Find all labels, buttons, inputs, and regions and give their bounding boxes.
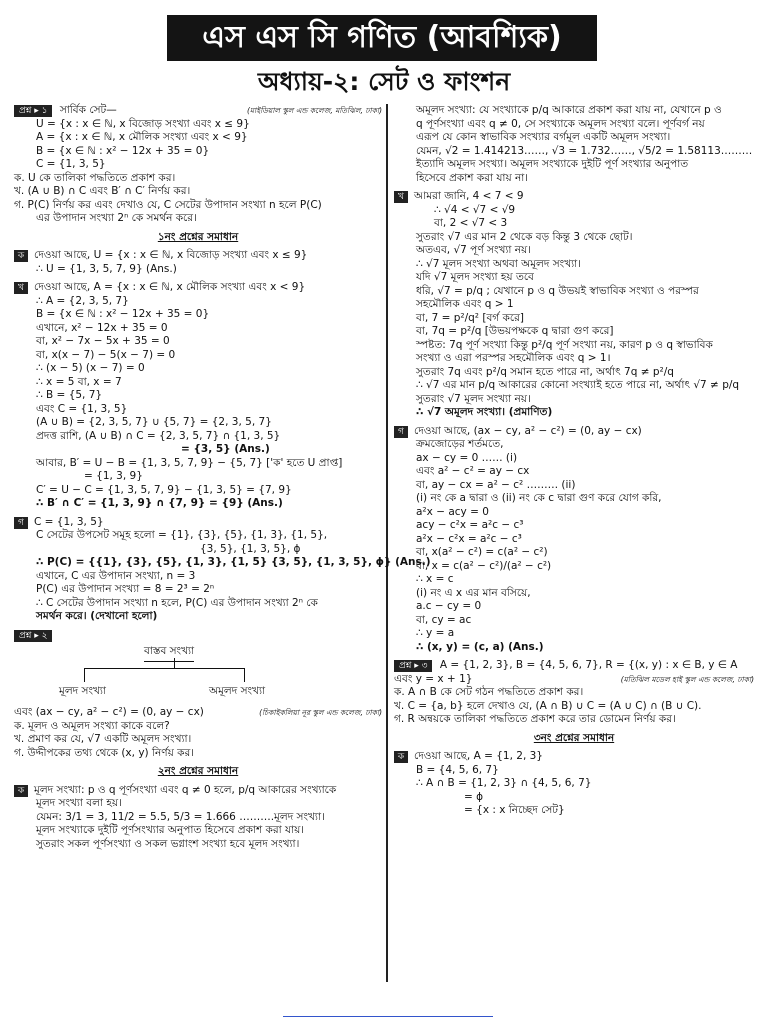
q3-part: খ. C = {a, b} হলে দেখাও যে, (A ∩ B) ∪ C = (A ∪ C) ∩ (B ∪ C). <box>394 699 702 712</box>
q1-sol-kha-line: ∴ B′ ∩ C′ = {1, 3, 9} ∩ {7, 9} = {9} (Ans.) <box>36 497 283 509</box>
column-divider <box>386 104 388 982</box>
q1-sol-ga-line: এখানে, C এর উপাদান সংখ্যা, n = 3 <box>36 569 196 582</box>
q1-part: খ. (A ∪ B) ∩ C এবং B′ ∩ C′ নির্ণয় কর। <box>14 185 191 197</box>
q1-sol-kha-line: ∴ x = 5 বা, x = 7 <box>36 375 122 388</box>
q1-sol-kha-line: আবার, B′ = U − B = {1, 3, 5, 7, 9} − {5, 7} ['ক' হতে U প্রাপ্ত] <box>36 456 343 469</box>
q1-sol-kha-line: প্রদত্ত রাশি, (A ∪ B) ∩ C = {2, 3, 5, 7} ∩ {1, 3, 5} <box>36 429 281 442</box>
q2-sol-ga-line: ax − cy = 0 …… (i) <box>416 451 518 464</box>
q2-sol-kha-line: সুতরাং 7q এবং p²/q সমান হতে পারে না, অর্থাৎ 7q ≠ p²/q <box>416 365 674 378</box>
irrational-def-line: যেমন, √2 = 1.414213……, √3 = 1.732……, √5/2 = 1.58113……… <box>416 144 753 157</box>
q1-sol-ga-line: C সেটের উপসেট সমূহ হলো = {1}, {3}, {5}, {1, 3}, {1, 5}, <box>36 529 328 541</box>
question-1-source: (মাইডিয়াল স্কুল এন্ড কলেজ, মতিঝিল, ঢাকা) <box>246 106 382 115</box>
q3-sol-ka-line: = ϕ <box>464 790 484 803</box>
q1-part: গ. P(C) নির্ণয় কর এবং দেখাও যে, C সেটের উপাদান সংখ্যা n হলে P(C) <box>14 198 322 211</box>
q2-sol-ga-line: বা, x(a² − c²) = c(a² − c²) <box>416 546 548 558</box>
q2-sol-kha-line: স্পষ্টত: 7q পূর্ণ সংখ্যা কিন্তু p²/q পূর্ণ সংখ্যা নয়, কারণ p ও q স্বাভাবিক <box>416 338 713 351</box>
q2-sol-kha-line: ∴ √4 < √7 < √9 <box>434 203 516 216</box>
q2-sol-ga-line: দেওয়া আছে, (ax − cy, a² − c²) = (0, ay − cx) <box>414 424 642 437</box>
q1-sol-ka-line: ∴ U = {1, 3, 5, 7, 9} (Ans.) <box>36 262 177 275</box>
q1-sol-kha-line: ∴ (x − 5) (x − 7) = 0 <box>36 362 145 374</box>
q2-sol-ga-line: a.c − cy = 0 <box>416 600 482 612</box>
q1-sol-ga-line: সমর্থন করে। (দেখানো হলো) <box>36 610 158 622</box>
q2-sol-kha-line: ধরি, √7 = p/q ; যেখানে p ও q উভয়ই স্বাভাবিক সংখ্যা ও পরস্পর <box>416 284 699 297</box>
question-2-source: (চিকাইকলিয়া নূর স্কুল এন্ড কলেজ, ঢাকা) <box>259 708 382 717</box>
q2-part: গ. উদ্দীপকের তথ্য থেকে (x, y) নির্ণয় কর। <box>14 746 194 759</box>
q2-solution-heading: ২নং প্রশ্নের সমাধান <box>157 765 239 777</box>
q3-sol-ka-line: = {x : x নিচ্ছেদ সেট} <box>464 804 565 816</box>
q2-sol-ga-tag: গ <box>394 426 408 438</box>
q2-sol-kha-tag: খ <box>394 191 408 203</box>
q1-sol-kha-line: C′ = U − C = {1, 3, 5, 7, 9} − {1, 3, 5} = {7, 9} <box>36 483 292 496</box>
q1-sol-ka-tag: ক <box>14 250 28 262</box>
q2-sol-ga-line: acy − c²x = a²c − c³ <box>416 519 524 531</box>
q1-sol-kha-line: এখানে, x² − 12x + 35 = 0 <box>36 321 168 334</box>
q1-sol-kha-line: = {1, 3, 9} <box>84 470 143 482</box>
q2-part: ক. মূলদ ও অমূলদ সংখ্যা কাকে বলে? <box>14 719 170 732</box>
irrational-def-line: এরূপ যে কোন স্বাভাবিক সংখ্যার বর্গমূল একটি অমূলদ সংখ্যা। <box>416 131 671 143</box>
q2-sol-ga-line: (i) নং এ x এর মান বসিয়ে, <box>416 586 531 599</box>
question-2-badge: প্রশ্ন ▸ ২ <box>14 630 52 642</box>
q2-sol-kha-line: ∴ √7 অমূলদ সংখ্যা। (প্রমাণিত) <box>416 406 553 418</box>
q2-sol-kha-line: সহমৌলিক এবং q > 1 <box>416 298 514 310</box>
q2-sol-ka-line: যেমন: 3/1 = 3, 11/2 = 5.5, 5/3 = 1.666 ……….মূলদ সংখ্যা। <box>36 810 325 823</box>
q2-sol-kha-line: সুতরাং √7 মূলদ সংখ্যা নয়। <box>416 392 531 405</box>
tree-right-stem <box>244 668 245 682</box>
q1-sol-ga-line: C = {1, 3, 5} <box>34 515 104 528</box>
q1-part: এর উপাদান সংখ্যা 2ⁿ কে সমর্থন করে। <box>36 212 197 224</box>
question-3-intro-cont: এবং y = x + 1} <box>394 672 473 685</box>
question-3-intro: A = {1, 2, 3}, B = {4, 5, 6, 7}, R = {(x, y) : x ∈ B, y ∈ A <box>439 659 738 671</box>
tree-right-leaf: অমূলদ সংখ্যা <box>209 685 266 697</box>
footer-rule <box>283 1016 493 1017</box>
q2-sol-ka-line: মূলদ সংখ্যা বলা হয়। <box>36 797 122 809</box>
q1-sol-ka-line: দেওয়া আছে, U = {x : x ∈ ℕ, x বিজোড় সংখ্যা এবং x ≤ 9} <box>34 249 308 261</box>
q1-sol-kha-line: ∴ A = {2, 3, 5, 7} <box>36 294 129 307</box>
q2-sol-ga-line: বা, x = c(a² − c²)/(a² − c²) <box>416 559 552 572</box>
q2-sol-ga-line: বা, ay − cx = a² − c² ……… (ii) <box>416 478 576 491</box>
q3-part: ক. A ∩ B কে সেট গঠন পদ্ধতিতে প্রকাশ কর। <box>394 686 584 698</box>
q2-sol-ka-line: সুতরাং সকল পূর্ণসংখ্যা ও সকল ভগ্নাংশ সংখ্যা হবে মূলদ সংখ্যা। <box>36 837 300 850</box>
tree-root: বাস্তব সংখ্যা <box>144 644 194 662</box>
chapter-title: অধ্যায়-২: সেট ও ফাংশন <box>257 67 511 96</box>
q2-sol-kha-line: বা, 7 = p²/q² [বর্গ করে] <box>416 311 524 324</box>
q2-sol-ka-tag: ক <box>14 785 28 797</box>
q2-sol-ka-line: মূলদ সংখ্যাকে দুইটি পূর্ণসংখ্যার অনুপাত হিসেবে প্রকাশ করা যায়। <box>36 824 305 836</box>
tree-left-leaf: মূলদ সংখ্যা <box>59 685 106 697</box>
tree-stem <box>174 658 175 668</box>
q1-sol-ga-line: P(C) এর উপাদান সংখ্যা = 8 = 2³ = 2ⁿ <box>36 583 215 595</box>
q1-solution-heading: ১নং প্রশ্নের সমাধান <box>157 230 239 243</box>
q2-sol-ga-line: ∴ y = a <box>416 627 455 639</box>
q1-sol-kha-line: বা, x² − 7x − 5x + 35 = 0 <box>36 335 170 347</box>
irrational-def-line: অমূলদ সংখ্যা: যে সংখ্যাকে p/q আকারে প্রকাশ করা যায় না, যেখানে p ও <box>416 104 722 116</box>
q1-sol-kha-line: দেওয়া আছে, A = {x : x ∈ ℕ, x মৌলিক সংখ্যা এবং x < 9} <box>34 281 306 293</box>
q2-part: খ. প্রমাণ কর যে, √7 একটি অমূলদ সংখ্যা। <box>14 733 192 745</box>
irrational-def-line: ইত্যাদি অমূলদ সংখ্যা। অমূলদ সংখ্যাকে দুইটি পূর্ণ সংখ্যার অনুপাত <box>416 158 689 170</box>
irrational-def-line: q পূর্ণসংখ্যা এবং q ≠ 0, সে সংখ্যাকে অমূলদ সংখ্যা বলে। পূর্ণবর্গ নয় <box>416 117 705 130</box>
q2-sol-ga-line: এবং a² − c² = ay − cx <box>416 465 530 477</box>
q1-sol-kha-line: বা, x(x − 7) − 5(x − 7) = 0 <box>36 348 176 361</box>
q2-sol-kha-line: ∴ √7 এর মান p/q আকারের কোনো সংখ্যাই হতে পারে না, অর্থাৎ √7 ≠ p/q <box>416 379 740 391</box>
q3-sol-ka-line: B = {4, 5, 6, 7} <box>416 763 499 776</box>
q3-sol-ka-line: দেওয়া আছে, A = {1, 2, 3} <box>414 750 543 762</box>
q3-part: গ. R অন্বয়কে তালিকা পদ্ধতিতে প্রকাশ করে তার ডোমেন নির্ণয় কর। <box>394 713 676 725</box>
q2-sol-kha-line: যদি √7 মূলদ সংখ্যা হয় তবে <box>416 271 534 283</box>
q2-sol-ga-line: ∴ (x, y) = (c, a) (Ans.) <box>416 640 544 653</box>
q3-sol-ka-tag: ক <box>394 751 408 763</box>
q2-sol-kha-line: আমরা জানি, 4 < 7 < 9 <box>414 190 524 202</box>
q1-sol-kha-line: ∴ B = {5, 7} <box>36 389 103 401</box>
q1-sol-kha-line: এবং C = {1, 3, 5} <box>36 402 128 415</box>
q3-solution-heading: ৩নং প্রশ্নের সমাধান <box>533 731 615 744</box>
q2-sol-ga-line: (i) নং কে a দ্বারা ও (ii) নং কে c দ্বারা গুণ করে যোগ করি, <box>416 492 662 504</box>
irrational-def-line: হিসেবে প্রকাশ করা যায় না। <box>416 171 529 184</box>
q1-given-line: C = {1, 3, 5} <box>36 158 106 170</box>
question-3-badge: প্রশ্ন ▸ ৩ <box>394 660 432 672</box>
q2-sol-ka-line: মূলদ সংখ্যা: p ও q পূর্ণসংখ্যা এবং q ≠ 0 হলে, p/q আকারের সংখ্যাকে <box>34 783 337 796</box>
q1-sol-ga-line: ∴ C সেটের উপাদান সংখ্যা n হলে, P(C) এর উপাদান সংখ্যা 2ⁿ কে <box>36 596 318 609</box>
q2-sol-ga-line: a²x − acy = 0 <box>416 505 489 518</box>
question-2-intro: এবং (ax − cy, a² − c²) = (0, ay − cx) <box>14 706 204 718</box>
q2-sol-kha-line: সংখ্যা ও এরা পরস্পর সহমৌলিক এবং q > 1। <box>416 352 611 364</box>
q1-sol-kha-tag: খ <box>14 282 28 294</box>
tree-branch <box>84 668 244 669</box>
question-3-source: (মতিঝিল মডেল হাই স্কুল এন্ড কলেজ, ঢাকা) <box>620 674 754 684</box>
q2-sol-ga-line: বা, cy = ac <box>416 613 472 626</box>
q2-sol-kha-line: বা, 7q = p²/q [উভয়পক্ষকে q দ্বারা গুণ করে] <box>416 325 614 337</box>
q2-sol-ga-line: ∴ x = c <box>416 573 454 585</box>
right-column <box>394 104 754 818</box>
q1-sol-ga-tag: গ <box>14 517 28 529</box>
real-number-tree <box>14 642 382 706</box>
q2-sol-kha-line: অতএব, √7 পূর্ণ সংখ্যা নয়। <box>416 244 531 256</box>
q1-sol-ga-line: {3, 5}, {1, 3, 5}, ϕ <box>200 542 301 555</box>
tree-left-stem <box>84 668 85 682</box>
q1-part: ক. U কে তালিকা পদ্ধতিতে প্রকাশ কর। <box>14 171 176 184</box>
question-1-badge: প্রশ্ন ▸ ১ <box>14 105 52 117</box>
q1-sol-kha-line: B = {x ∈ ℕ : x² − 12x + 35 = 0} <box>36 308 210 320</box>
q2-sol-kha-line: ∴ √7 মূলদ সংখ্যা অথবা অমূলদ সংখ্যা। <box>416 257 581 270</box>
question-1-intro: সার্বিক সেট— <box>59 104 117 116</box>
q2-sol-ga-line: ক্রমজোড়ের শর্তমতে, <box>416 438 504 450</box>
q1-given-line: A = {x : x ∈ ℕ, x মৌলিক সংখ্যা এবং x < 9} <box>36 131 248 143</box>
q1-sol-kha-line: (A ∪ B) = {2, 3, 5, 7} ∪ {5, 7} = {2, 3, 5, 7} <box>36 416 272 428</box>
q1-given-line: B = {x ∈ ℕ : x² − 12x + 35 = 0} <box>36 144 210 157</box>
q1-given-line: U = {x : x ∈ ℕ, x বিজোড় সংখ্যা এবং x ≤ 9} <box>36 117 250 130</box>
q2-sol-ga-line: a²x − c²x = a²c − c³ <box>416 532 522 545</box>
q1-sol-kha-line: = {3, 5} (Ans.) <box>181 443 270 455</box>
q1-sol-ga-line: ∴ P(C) = {{1}, {3}, {5}, {1, 3}, {1, 5} {3, 5}, {1, 3, 5}, ϕ} (Ans.) <box>36 556 431 568</box>
q3-sol-ka-line: ∴ A ∩ B = {1, 2, 3} ∩ {4, 5, 6, 7} <box>416 777 592 789</box>
q2-sol-kha-line: সুতরাং √7 এর মান 2 থেকে বড় কিন্তু 3 থেকে ছোট। <box>416 230 633 243</box>
q2-sol-kha-line: বা, 2 < √7 < 3 <box>434 217 508 229</box>
book-title: এস এস সি গণিত (আবশ্যিক) <box>167 15 597 61</box>
